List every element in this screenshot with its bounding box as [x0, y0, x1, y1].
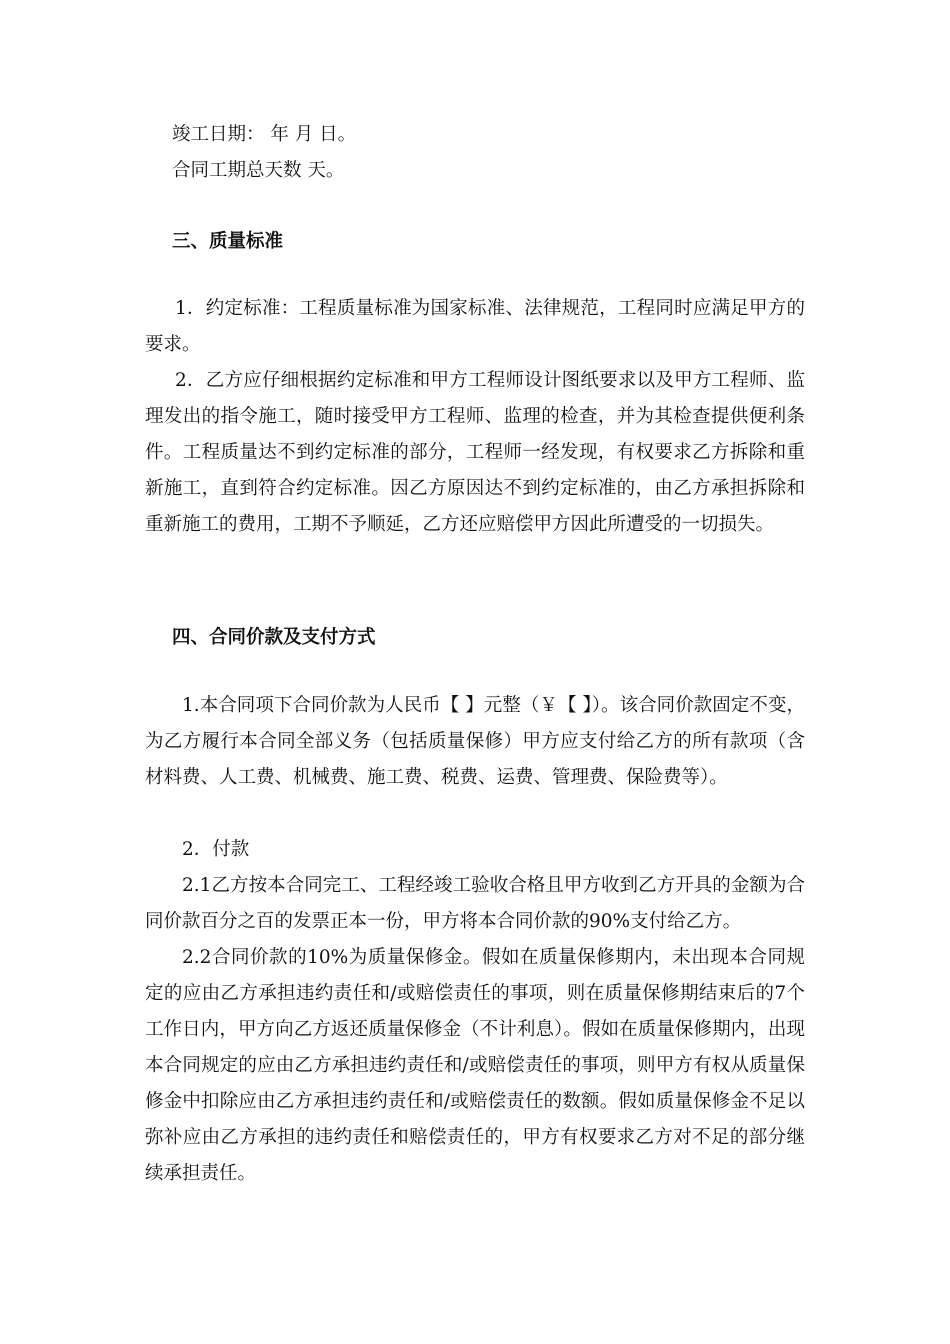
total-days-line: 合同工期总天数 天。 [172, 160, 345, 181]
section-4-heading: 四、合同价款及支付方式 [172, 627, 376, 648]
section-3-paragraph-1: 1．约定标准：工程质量标准为国家标准、法律规范，工程同时应满足甲方的要求。 [145, 298, 805, 355]
completion-date-line: 竣工日期： 年 月 日。 [172, 124, 357, 145]
section-3-paragraph-2: 2．乙方应仔细根据约定标准和甲方工程师设计图纸要求以及甲方工程师、监理发出的指令施工，随时接受甲方工程师、监理的检查，并为其检查提供便利条件。工程质量达不到约定标准的部分，工程师一经发现，有权要求乙方拆除和重新施工，直到符合约定标准。因乙方原因达不到约定标准的，由乙方承担拆除和重新施工的费用，工期不予顺延，乙方还应赔偿甲方因此所遭受的一切损失。 [145, 370, 805, 535]
section-4-paragraph-1: 1.本合同项下合同价款为人民币【 】元整（￥【 】）。该合同价款固定不变，为乙方履行本合同全部义务（包括质量保修）甲方应支付给乙方的所有款项（含材料费、人工费、机械费、施工费、税费、运费、管理费、保险费等）。 [145, 695, 805, 788]
section-4-paragraph-2-1: 2.1乙方按本合同完工、工程经竣工验收合格且甲方收到乙方开具的金额为合同价款百分之百的发票正本一份，甲方将本合同价款的90%支付给乙方。 [145, 875, 805, 932]
section-3-heading: 三、质量标准 [172, 231, 284, 252]
section-4-paragraph-2-2: 2.2合同价款的10%为质量保修金。假如在质量保修期内，未出现本合同规定的应由乙方承担违约责任和/或赔偿责任的事项，则在质量保修期结束后的7个工作日内，甲方向乙方返还质量保修金（不计利息）。假如在质量保修期内，出现本合同规定的应由乙方承担违约责任和/或赔偿责任的事项，则甲方有权从质量保修金中扣除应由乙方承担违约责任和/或赔偿责任的数额。假如质量保修金不足以弥补应由乙方承担的违约责任和赔偿责任的，甲方有权要求乙方对不足的部分继续承担责任。 [145, 947, 805, 1184]
section-4-paragraph-2: 2．付款 [182, 839, 250, 860]
